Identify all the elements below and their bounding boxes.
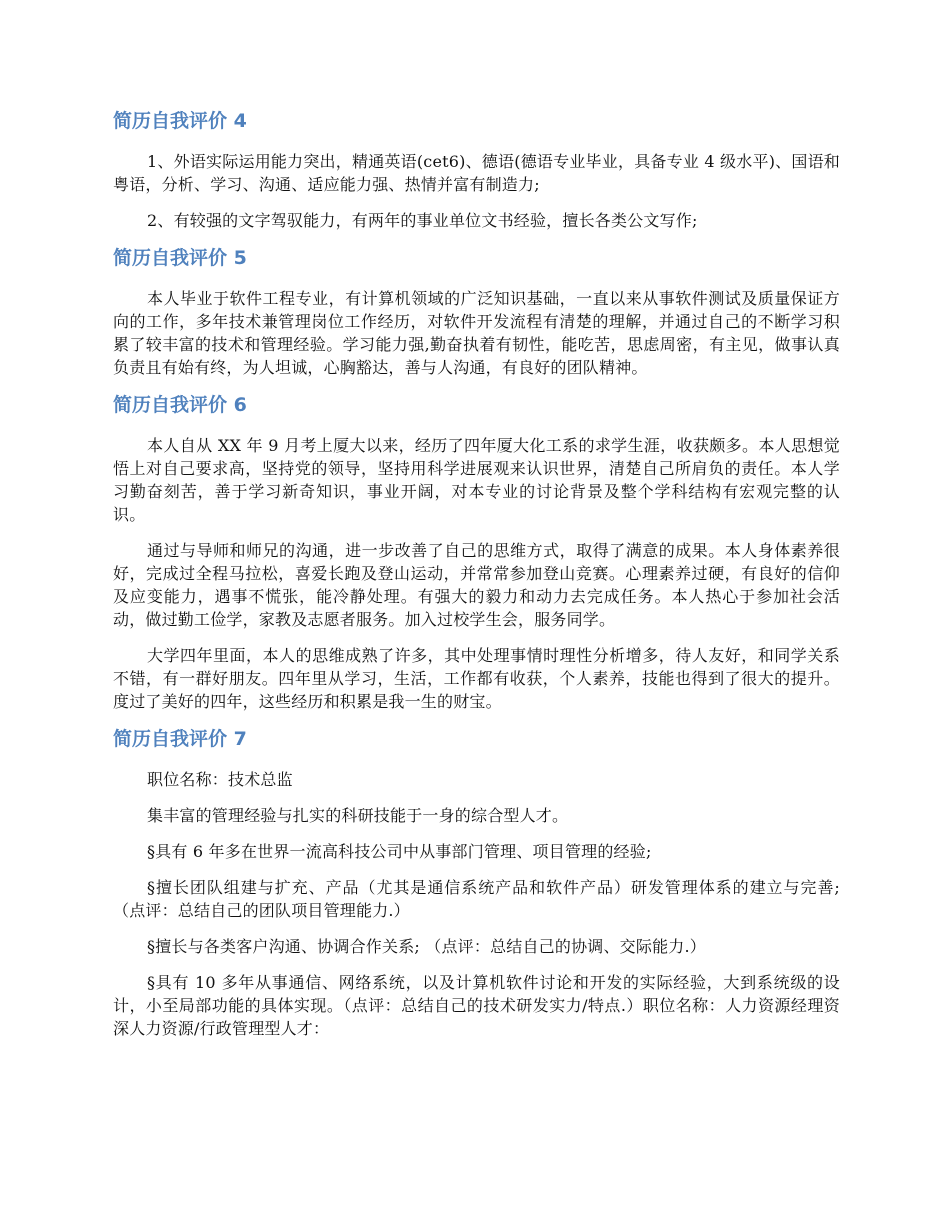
paragraph: 1、外语实际运用能力突出，精通英语(cet6)、德语(德语专业毕业，具备专业 4 级水平)、国语和粤语，分析、学习、沟通、适应能力强、热情并富有制造力; [113, 152, 840, 194]
paragraph: 职位名称：技术总监 [147, 770, 293, 789]
paragraph: 大学四年里面，本人的思维成熟了许多，其中处理事情时理性分析增多，待人友好，和同学关系不错，有一群好朋友。四年里从学习，生活，工作都有收获，个人素养，技能也得到了很大的提升。度过了美好的四年，这些经历和积累是我一生的财宝。 [113, 646, 840, 711]
section-evaluation-7 [113, 726, 840, 1040]
paragraph: §擅长与各类客户沟通、协调合作关系; （点评：总结自己的协调、交际能力.） [147, 937, 706, 956]
document-page [113, 108, 840, 1053]
paragraph: §具有 10 多年从事通信、网络系统，以及计算机软件讨论和开发的实际经验，大到系统级的设计，小至局部功能的具体实现。（点评：总结自己的技术研发实力/特点.）职位名称：人力资源经理资深人力资源/行政管理型人才： [113, 973, 840, 1038]
section-heading: 简历自我评价 6 [113, 394, 247, 416]
paragraph: 本人毕业于软件工程专业，有计算机领域的广泛知识基础，一直以来从事软件测试及质量保证方向的工作，多年技术兼管理岗位工作经历，对软件开发流程有清楚的理解，并通过自己的不断学习积累了较丰富的技术和管理经验。学习能力强,勤奋执着有韧性，能吃苦，思虑周密，有主见，做事认真负责且有始有终，为人坦诚，心胸豁达，善与人沟通，有良好的团队精神。 [113, 289, 840, 377]
paragraph: §具有 6 年多在世界一流高科技公司中从事部门管理、项目管理的经验; [147, 842, 652, 861]
section-heading: 简历自我评价 4 [113, 110, 247, 132]
section-evaluation-4 [113, 108, 840, 232]
section-evaluation-6 [113, 392, 840, 713]
paragraph: 本人自从 XX 年 9 月考上厦大以来，经历了四年厦大化工系的求学生涯，收获颇多。本人思想觉悟上对自己要求高，坚持党的领导，坚持用科学进展观来认识世界，清楚自己所肩负的责任。本人学习勤奋刻苦，善于学习新奇知识，事业开阔，对本专业的讨论背景及整个学科结构有宏观完整的认识。 [113, 436, 840, 524]
paragraph: 2、有较强的文字驾驭能力，有两年的事业单位文书经验，擅长各类公文写作; [147, 211, 698, 230]
section-evaluation-5 [113, 245, 840, 379]
section-heading: 简历自我评价 7 [113, 728, 247, 750]
paragraph: 通过与导师和师兄的沟通，进一步改善了自己的思维方式，取得了满意的成果。本人身体素养很好，完成过全程马拉松，喜爱长跑及登山运动，并常常参加登山竞赛。心理素养过硬，有良好的信仰及应变能力，遇事不慌张，能冷静处理。有强大的毅力和动力去完成任务。本人热心于参加社会活动，做过勤工俭学，家教及志愿者服务。加入过校学生会，服务同学。 [113, 541, 840, 629]
paragraph: 集丰富的管理经验与扎实的科研技能于一身的综合型人才。 [147, 806, 569, 825]
section-heading: 简历自我评价 5 [113, 247, 247, 269]
paragraph: §擅长团队组建与扩充、产品（尤其是通信系统产品和软件产品）研发管理体系的建立与完善; （点评：总结自己的团队项目管理能力.） [113, 878, 840, 920]
